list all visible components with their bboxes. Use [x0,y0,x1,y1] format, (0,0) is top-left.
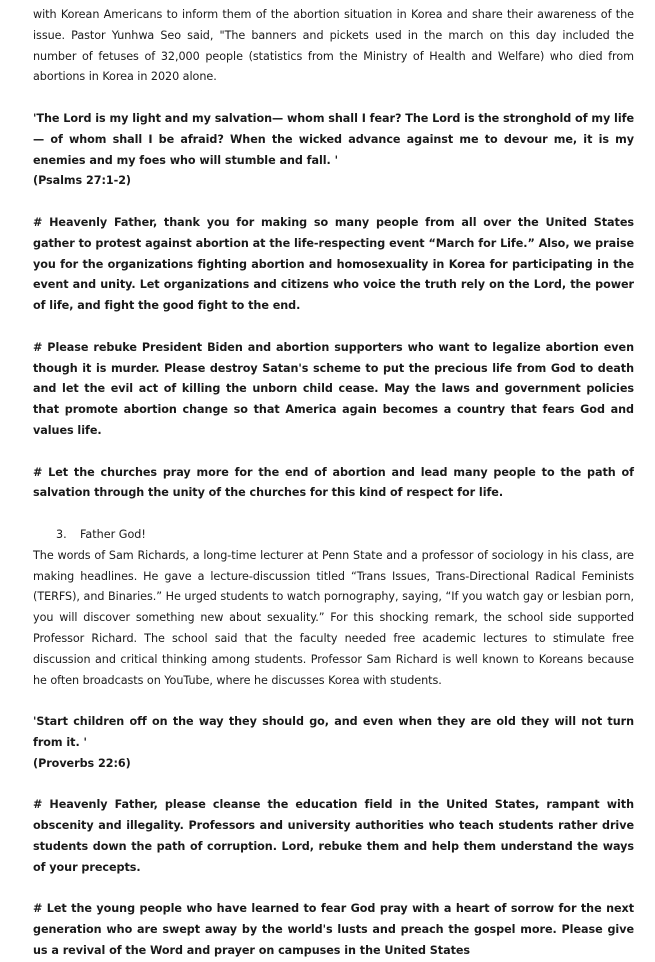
paragraph-gap [33,691,634,712]
paragraph-gap [33,878,634,899]
section-title: Father God! [80,527,146,541]
paragraph-gap [33,442,634,463]
bible-verse-reference-proverbs: (Proverbs 22:6) [33,756,131,770]
bible-verse-psalms: 'The Lord is my light and my salvation— whom shall I fear? The Lord is the stronghold of my life— of whom shall I be afraid? When the wicked advance against me to devour me, it is my enemies and my foes who will stumble and fall. ' [33,111,634,167]
paragraph-gap [33,504,634,525]
paragraph-gap [33,192,634,213]
body-paragraph-sam-richards: The words of Sam Richards, a long-time lecturer at Penn State and a professor of sociology in his class, are making headlines. He gave a lecture-discussion titled “Trans Issues, Trans-Directional Radical Feminists (TERFS), and Binaries.” He urged students to watch pornography, saying, “If you watch gay or lesbian porn, you will discover something new about sexuality.” For this shocking remark, the school side supported Professor Richard. The school said that the faculty needed free academic lectures to stimulate free discussion and critical thinking among students. Professor Sam Richard is well known to Koreans because he often broadcasts on YouTube, where he discusses Korea with students. [33,548,634,687]
paragraph-gap [33,317,634,338]
bible-verse-reference-psalms: (Psalms 27:1-2) [33,174,131,188]
prayer-point-education: # Heavenly Father, please cleanse the education field in the United States, rampant with obscenity and illegality. Professors and university authorities who teach students rather drive students down the path of corruption. Lord, rebuke them and help them understand the ways of your precepts. [33,798,634,874]
body-paragraph-abortion-march: with Korean Americans to inform them of the abortion situation in Korea and share their awareness of the issue. Pastor Yunhwa Seo said, "The banners and pickets used in the march on this day included the number of fetuses of 32,000 people (statistics from the Ministry of Health and Welfare) who died from abortions in Korea in 2020 alone. [33,8,634,84]
bible-verse-proverbs: 'Start children off on the way they should go, and even when they are old they will not turn from it. ' [33,715,634,749]
paragraph-gap [33,88,634,109]
section-heading-3 [33,525,634,546]
prayer-point-rebuke-abortion: # Please rebuke President Biden and abortion supporters who want to legalize abortion even though it is murder. Please destroy Satan's scheme to put the precious life from God to death and let the evil act of killing the unborn child cease. May the laws and government policies that promote abortion change so that America again becomes a country that fears God and values life. [33,340,634,437]
prayer-point-young-people: # Let the young people who have learned to fear God pray with a heart of sorrow for the next generation who are swept away by the world's lusts and preach the gospel more. Please give us a revival of the Word and prayer on campuses in the United States [33,902,634,957]
prayer-point-churches: # Let the churches pray more for the end of abortion and lead many people to the path of salvation through the unity of the churches for this kind of respect for life. [33,465,634,500]
section-number: 3. [56,527,67,541]
paragraph-gap [33,774,634,795]
prayer-point-march-for-life: # Heavenly Father, thank you for making so many people from all over the United States gather to protest against abortion at the life-respecting event “March for Life.” Also, we praise you for the organizations fighting abortion and homosexuality in Korea for participating in the event and unity. Let organizations and citizens who voice the truth rely on the Lord, the power of life, and fight the good fight to the end. [33,215,634,313]
